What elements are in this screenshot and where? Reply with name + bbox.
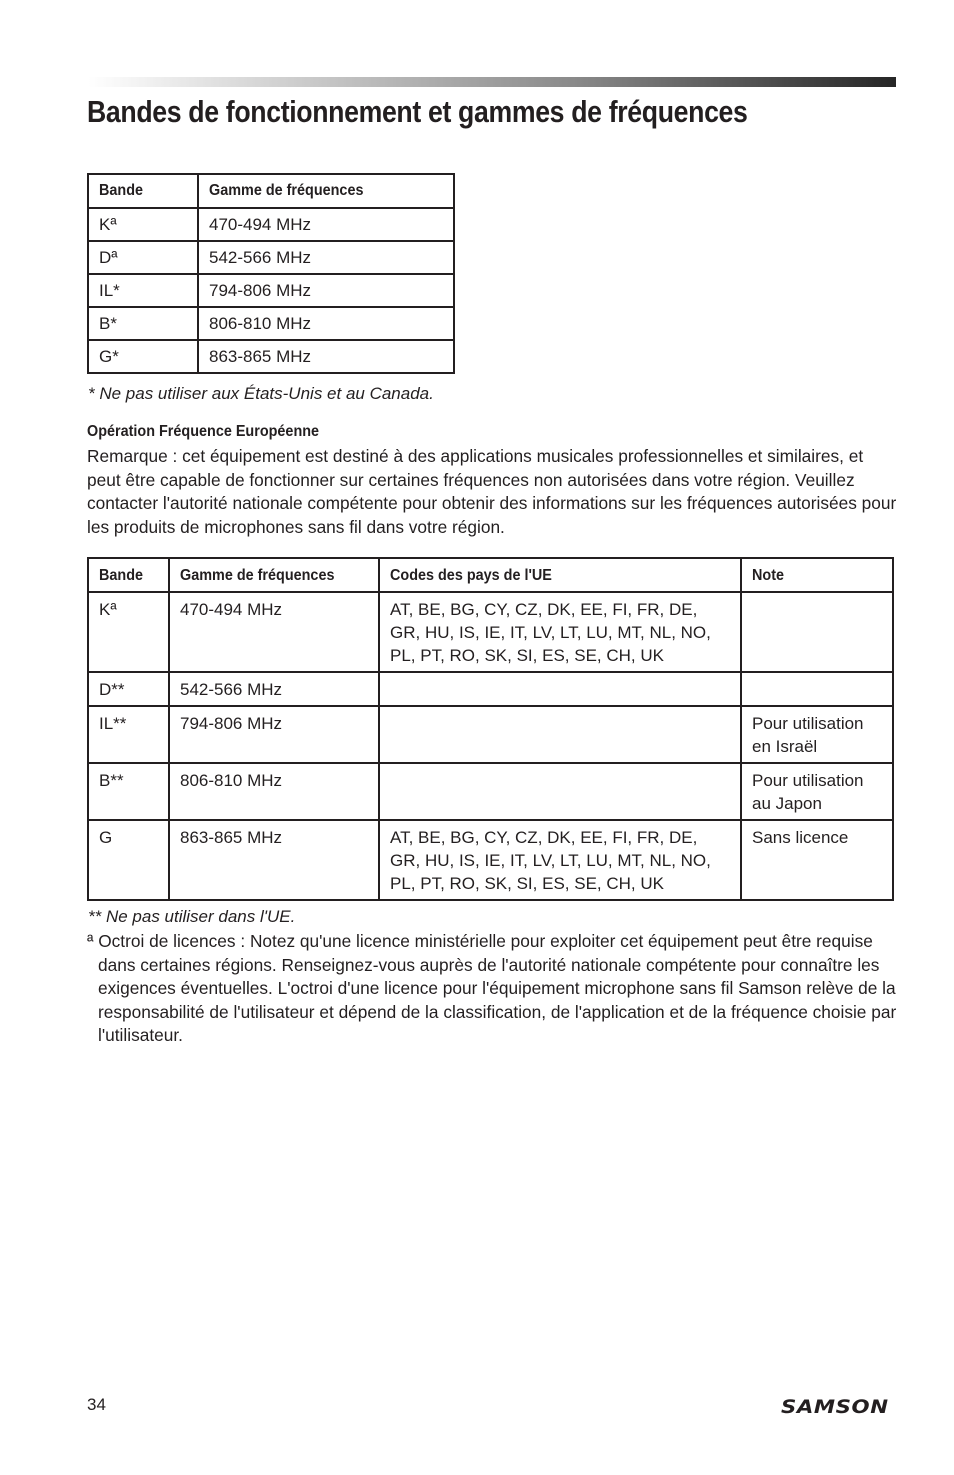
table-row [88,820,893,900]
column-header: Codes des pays de l'UE [379,558,741,592]
note-cell: Sans licence [741,820,893,900]
country-codes-cell: AT, BE, BG, CY, CZ, DK, EE, FI, FR, DE, GR, HU, IS, IE, IT, LV, LT, LU, MT, NL, NO, PL, PT, RO, SK, SI, ES, SE, CH, UK [379,820,741,900]
column-header: Note [741,558,893,592]
column-header: Gamme de fréquences [198,174,454,208]
band-cell: G* [88,340,198,373]
band-cell: D** [88,672,169,706]
country-codes-cell [379,672,741,706]
band-cell: B** [88,763,169,820]
country-codes-cell: AT, BE, BG, CY, CZ, DK, EE, FI, FR, DE, GR, HU, IS, IE, IT, LV, LT, LU, MT, NL, NO, PL, PT, RO, SK, SI, ES, SE, CH, UK [379,592,741,672]
table-header-row [88,174,454,208]
band-cell: Dª [88,241,198,274]
country-codes-cell [379,706,741,763]
frequency-cell: 863-865 MHz [169,820,379,900]
table-row [88,340,454,373]
table-header-row [88,558,893,592]
eu-frequency-table [87,557,894,901]
table2-footnote: ** Ne pas utiliser dans l'UE. [88,907,296,926]
table-row [88,763,893,820]
table-row [88,274,454,307]
header-rule [88,77,896,87]
note-cell: Pour utilisation en Israël [741,706,893,763]
country-codes-cell [379,763,741,820]
table1-footnote: * Ne pas utiliser aux États-Unis et au Canada. [88,384,434,403]
band-cell: IL** [88,706,169,763]
section-heading: Opération Fréquence Européenne [87,423,320,440]
note-cell [741,592,893,672]
frequency-band-table [87,173,455,374]
band-cell: G [88,820,169,900]
table-row [88,592,893,672]
table-row [88,706,893,763]
table-row [88,241,454,274]
band-cell: Kª [88,208,198,241]
table-row [88,307,454,340]
note-cell: Pour utilisation au Japon [741,763,893,820]
frequency-cell: 806-810 MHz [169,763,379,820]
note-cell [741,672,893,706]
samson-logo: SAMSON [781,1396,889,1418]
table-row [88,672,893,706]
frequency-cell: 542-566 MHz [198,241,454,274]
section-paragraph: Remarque : cet équipement est destiné à des applications musicales professionnelles et similaires, et peut être capable de fonctionner sur certaines fréquences non autorisées dans votre région. Veuillez contacter l'autorité nationale compétente pour obtenir des informations sur les fréquences autorisées pour les produits de microphones sans fil dans votre région. [87,446,897,537]
frequency-cell: 794-806 MHz [169,706,379,763]
column-header: Bande [88,558,169,592]
page-number: 34 [87,1395,106,1414]
frequency-cell: 794-806 MHz [198,274,454,307]
licence-note: ª Octroi de licences : Notez qu'une licence ministérielle pour exploiter cet équipement peut être requise dans certaines régions. Renseignez-vous auprès de l'autorité nationale compétente pour connaître les exigences éventuelles. L'octroi d'une licence pour l'équipement microphone sans fil Samson relève de la responsabilité de l'utilisateur et dépend de la classification, de l'application et de la fréquence choisie par l'utilisateur. [87,931,897,1045]
frequency-cell: 863-865 MHz [198,340,454,373]
table-row [88,208,454,241]
frequency-cell: 806-810 MHz [198,307,454,340]
frequency-cell: 470-494 MHz [169,592,379,672]
band-cell: Kª [88,592,169,672]
column-header: Gamme de fréquences [169,558,379,592]
band-cell: B* [88,307,198,340]
frequency-cell: 470-494 MHz [198,208,454,241]
band-cell: IL* [88,274,198,307]
column-header: Bande [88,174,198,208]
page-title: Bandes de fonctionnement et gammes de fréquences [87,94,748,129]
frequency-cell: 542-566 MHz [169,672,379,706]
